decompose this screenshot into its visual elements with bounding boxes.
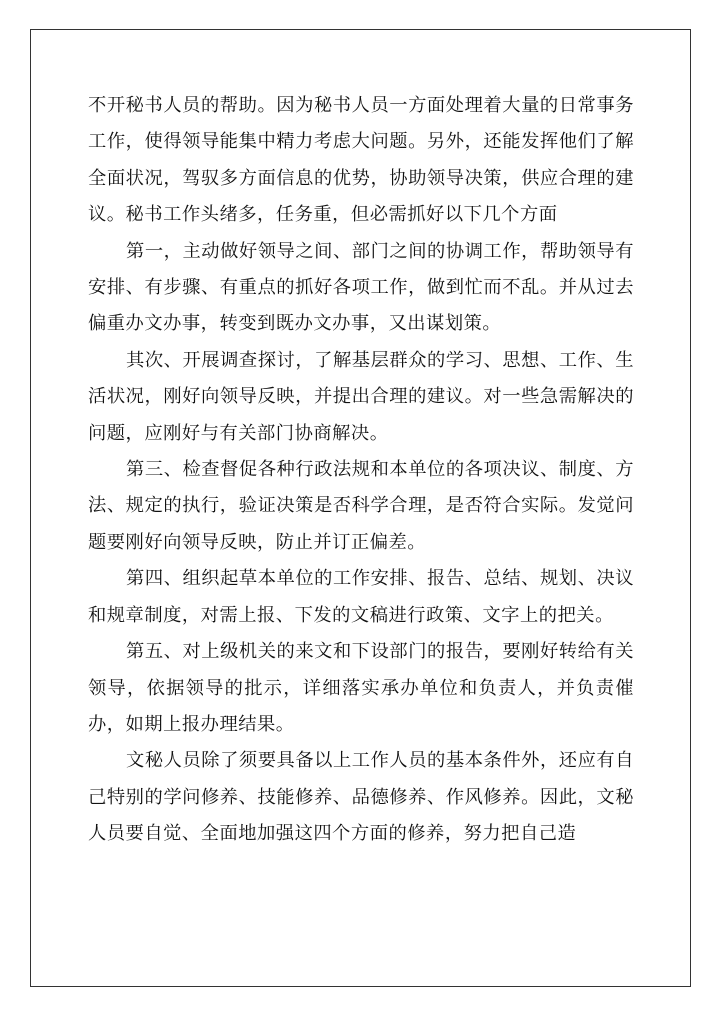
paragraph-cultivation: 文秘人员除了须要具备以上工作人员的基本条件外，还应有自己特别的学问修养、技能修养、品德修养、作风修养。因此，文秘人员要自觉、全面地加强这四个方面的修养，努力把自己造 xyxy=(88,750,634,845)
paragraph-fifth-point: 第五、对上级机关的来文和下设部门的报告，要刚好转给有关领导，依据领导的批示，详细落实承办单位和负责人，并负责催办，如期上报办理结果。 xyxy=(88,641,634,735)
paragraph-second-point: 其次、开展调查探讨，了解基层群众的学习、思想、工作、生活状况，刚好向领导反映，并提出合理的建议。对一些急需解决的问题，应刚好与有关部门协商解决。 xyxy=(88,349,634,444)
paragraph-first-point: 第一，主动做好领导之间、部门之间的协调工作，帮助领导有安排、有步骤、有重点的抓好各项工作，做到忙而不乱。并从过去偏重办文办事，转变到既办文办事，又出谋划策。 xyxy=(88,240,634,335)
paragraph-continued: 不开秘书人员的帮助。因为秘书人员一方面处理着大量的日常事务工作，使得领导能集中精力考虑大问题。另外，还能发挥他们了解全面状况，驾驭多方面信息的优势，协助领导决策，供应合理的建议。秘书工作头绪多，任务重，但必需抓好以下几个方面 xyxy=(88,95,634,226)
paragraph-third-point: 第三、检查督促各种行政法规和本单位的各项决议、制度、方法、规定的执行，验证决策是否科学合理，是否符合实际。发觉问题要刚好向领导反映，防止并订正偏差。 xyxy=(88,459,634,553)
paragraph-fourth-point: 第四、组织起草本单位的工作安排、报告、总结、规划、决议和规章制度，对需上报、下发的文稿进行政策、文字上的把关。 xyxy=(88,568,634,626)
document-body xyxy=(88,88,634,853)
